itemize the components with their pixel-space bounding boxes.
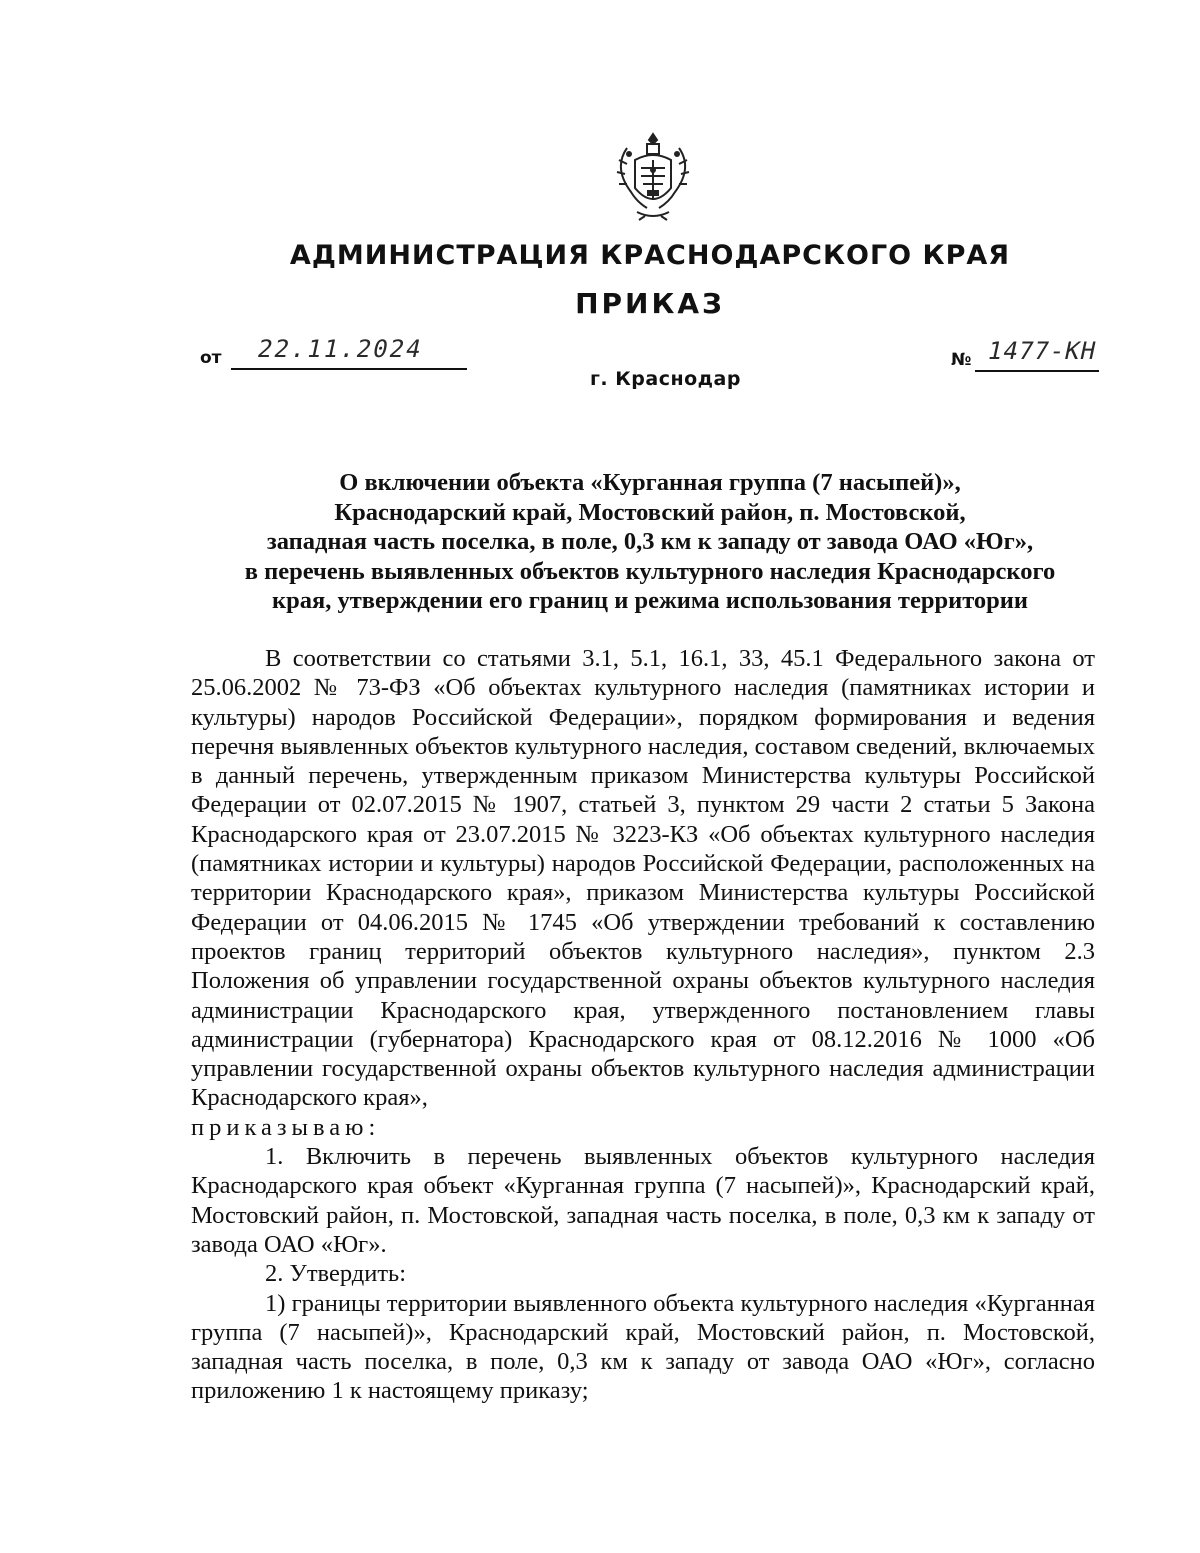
item-2-1-paragraph: 1) границы территории выявленного объекта культурного наследия «Курганная группа (7 насыпей)», Краснодарский край, Мостовский район, п. Мостовской, западная часть поселка, в поле, 0,3 км к западу от завода ОАО «Юг», согласно приложению 1 к настоящему приказу; — [191, 1289, 1095, 1405]
organization-name: АДМИНИСТРАЦИЯ КРАСНОДАРСКОГО КРАЯ — [289, 240, 1011, 271]
number-value-handwritten: 1477-КН — [985, 337, 1100, 365]
preamble-text: В соответствии со статьями 3.1, 5.1, 16.1, 33, 45.1 Федерального закона от 25.06.2002 № 73-ФЗ «Об объектах культурного наследия (памятниках истории и культуры) народов Российской Федерации», порядком формирования и ведения перечня выявленных объектов культурного наследия, составом сведений, включаемых в данный перечень, утвержденным приказом Министерства культуры Российской Федерации от 02.07.2015 № 1907, статьей 3, пунктом 29 части 2 статьи 5 Закона Краснодарского края от 23.07.2015 № 3223-КЗ «Об объектах культурного наследия (памятниках истории и культуры) народов Российской Федерации, расположенных на территории Краснодарского края», приказом Министерства культуры Российской Федерации от 04.06.2015 № 1745 «Об утверждении требований к составлению проектов границ территорий объектов культурного наследия», пунктом 2.3 Положения об управлении государственной охраны объектов культурного наследия администрации Краснодарского края, утвержденного постановлением главы администрации (губернатора) Краснодарского края от 08.12.2016 № 1000 «Об управлении государственной охраны объектов культурного наследия администрации Краснодарского края», — [191, 645, 1095, 1112]
date-label: от — [200, 348, 222, 368]
number-label: № — [951, 350, 972, 370]
date-underline — [231, 368, 467, 370]
document-body — [191, 644, 1095, 1406]
document-type: ПРИКАЗ — [575, 287, 725, 320]
city: г. Краснодар — [590, 368, 741, 390]
item-2-paragraph: 2. Утвердить: — [265, 1260, 407, 1288]
title-line: Краснодарский край, Мостовский район, п. Мостовской, — [334, 498, 966, 526]
coat-of-arms-icon — [607, 130, 699, 222]
preamble-paragraph — [191, 644, 1095, 1142]
order-word: приказываю: — [191, 1113, 381, 1141]
title-line: в перечень выявленных объектов культурного наследия Краснодарского — [244, 557, 1056, 585]
title-line: западная часть поселка, в поле, 0,3 км к западу от завода ОАО «Юг», — [266, 528, 1034, 555]
document-title — [190, 468, 1110, 616]
title-line: края, утверждении его границ и режима использования территории — [271, 587, 1029, 614]
item-1-paragraph: 1. Включить в перечень выявленных объектов культурного наследия Краснодарского края объект «Курганная группа (7 насыпей)», Краснодарский край, Мостовский район, п. Мостовской, западная часть поселка, в поле, 0,3 км к западу от завода ОАО «Юг». — [191, 1143, 1095, 1258]
title-line: О включении объекта «Курганная группа (7 насыпей)», — [339, 469, 961, 496]
number-underline — [975, 370, 1099, 372]
date-value-handwritten: 22.11.2024 — [255, 335, 426, 363]
